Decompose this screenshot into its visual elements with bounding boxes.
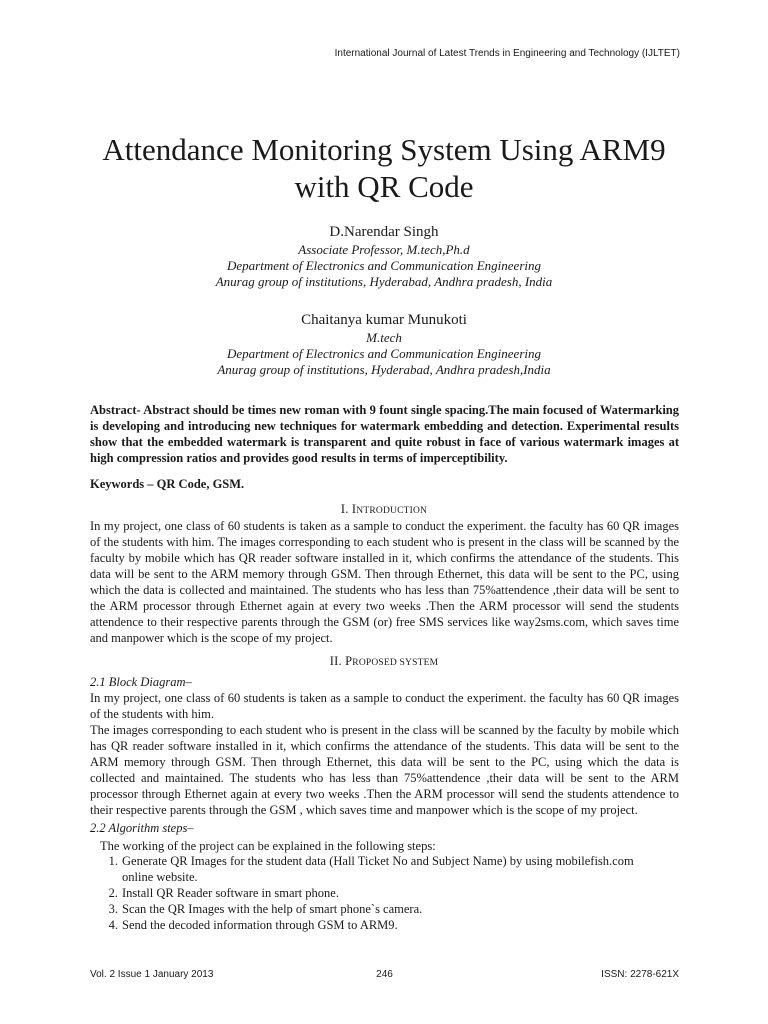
footer-page-number: 246: [376, 969, 393, 980]
subsection-heading-algorithm-steps: 2.2 Algorithm steps–: [90, 821, 194, 835]
subsection-heading-block-diagram: 2.1 Block Diagram–: [90, 675, 192, 689]
title-line-1: Attendance Monitoring System Using ARM9: [102, 132, 666, 167]
section-title: ROPOSED SYSTEM: [352, 658, 439, 668]
section-heading-introduction: [0, 502, 768, 517]
step-text: Install QR Reader software in smart phone.: [122, 886, 339, 900]
algorithm-step-list: [100, 853, 660, 933]
list-item: [100, 901, 660, 917]
algorithm-intro: The working of the project can be explained in the following steps:: [100, 839, 436, 853]
list-item: [100, 885, 660, 901]
abstract: Abstract- Abstract should be times new roman with 9 fount single spacing.The main focused of Watermarking is developing and introducing new techniques for watermark embedding and detection. Experimental results show that the embedded watermark is transparent and quite robust in face of various watermark images at high compression ratios and provides good results in terms of imperceptibility.: [90, 403, 679, 465]
author-block-2: [0, 311, 768, 378]
step-number: 1.: [108, 854, 118, 868]
author-name: Chaitanya kumar Munukoti: [301, 312, 467, 328]
journal-header: International Journal of Latest Trends in Engineering and Technology (IJLTET): [334, 48, 680, 59]
step-text: Scan the QR Images with the help of smart phone`s camera.: [122, 902, 423, 916]
keywords: Keywords – QR Code, GSM.: [90, 477, 245, 491]
author-name: D.Narendar Singh: [329, 224, 439, 240]
author-block-1: [0, 223, 768, 290]
section-number: II. P: [329, 654, 353, 668]
paper-title: [0, 131, 768, 205]
list-item: [100, 917, 660, 933]
title-line-2: with QR Code: [294, 169, 474, 204]
section-number: I. I: [340, 502, 357, 516]
step-number: 4.: [108, 918, 118, 932]
block-diagram-paragraph-1: In my project, one class of 60 students is taken as a sample to conduct the experiment. the faculty has 60 QR images of the students with him.: [90, 691, 679, 721]
author-institution: Anurag group of institutions, Hyderabad, Andhra pradesh,India: [217, 362, 551, 377]
author-institution: Anurag group of institutions, Hyderabad, Andhra pradesh, India: [215, 274, 553, 289]
step-text: Send the decoded information through GSM to ARM9.: [122, 918, 398, 932]
author-department: Department of Electronics and Communication Engineering: [227, 346, 541, 361]
author-role: M.tech: [366, 330, 402, 345]
list-item: [100, 853, 660, 885]
footer-issn: ISSN: 2278-621X: [601, 969, 679, 980]
author-role: Associate Professor, M.tech,Ph.d: [298, 242, 470, 257]
step-number: 2.: [108, 886, 118, 900]
step-number: 3.: [108, 902, 118, 916]
block-diagram-paragraph-2: The images corresponding to each student who is present in the class will be scanned by the faculty by mobile which has QR reader software installed in it, which confirms the attendance of the students. This data will be sent to the ARM memory through GSM. Then through Ethernet, this data will be sent to the PC, using which the data is collected and maintained. The students who has less than 75%attendence ,their data will be sent to the ARM processor through Ethernet again at every two weeks .Then the ARM processor will send the students attendence to their respective parents through the GSM , which saves time and manpower which is the scope of my project.: [90, 723, 679, 817]
step-text: Generate QR Images for the student data (Hall Ticket No and Subject Name) by using mobilefish.com online website.: [122, 854, 634, 884]
section-heading-proposed-system: [0, 654, 768, 669]
author-department: Department of Electronics and Communication Engineering: [227, 258, 541, 273]
section-title: NTRODUCTION: [356, 506, 428, 516]
footer-volume: Vol. 2 Issue 1 January 2013: [90, 969, 214, 980]
introduction-paragraph: In my project, one class of 60 students is taken as a sample to conduct the experiment. the faculty has 60 QR images of the students with him. The images corresponding to each student who is present in the class will be scanned by the faculty by mobile which has QR reader software installed in it, which confirms the attendance of the students. This data will be sent to the ARM memory through GSM. Then through Ethernet, this data will be sent to the PC, using which the data is collected and maintained. The students who has less than 75%attendence ,their data will be sent to the ARM processor through Ethernet again at every two weeks .Then the ARM processor will send the students attendence to their respective parents through the GSM (or) free SMS services like way2sms.com, which saves time and manpower which is the scope of my project.: [90, 519, 679, 645]
